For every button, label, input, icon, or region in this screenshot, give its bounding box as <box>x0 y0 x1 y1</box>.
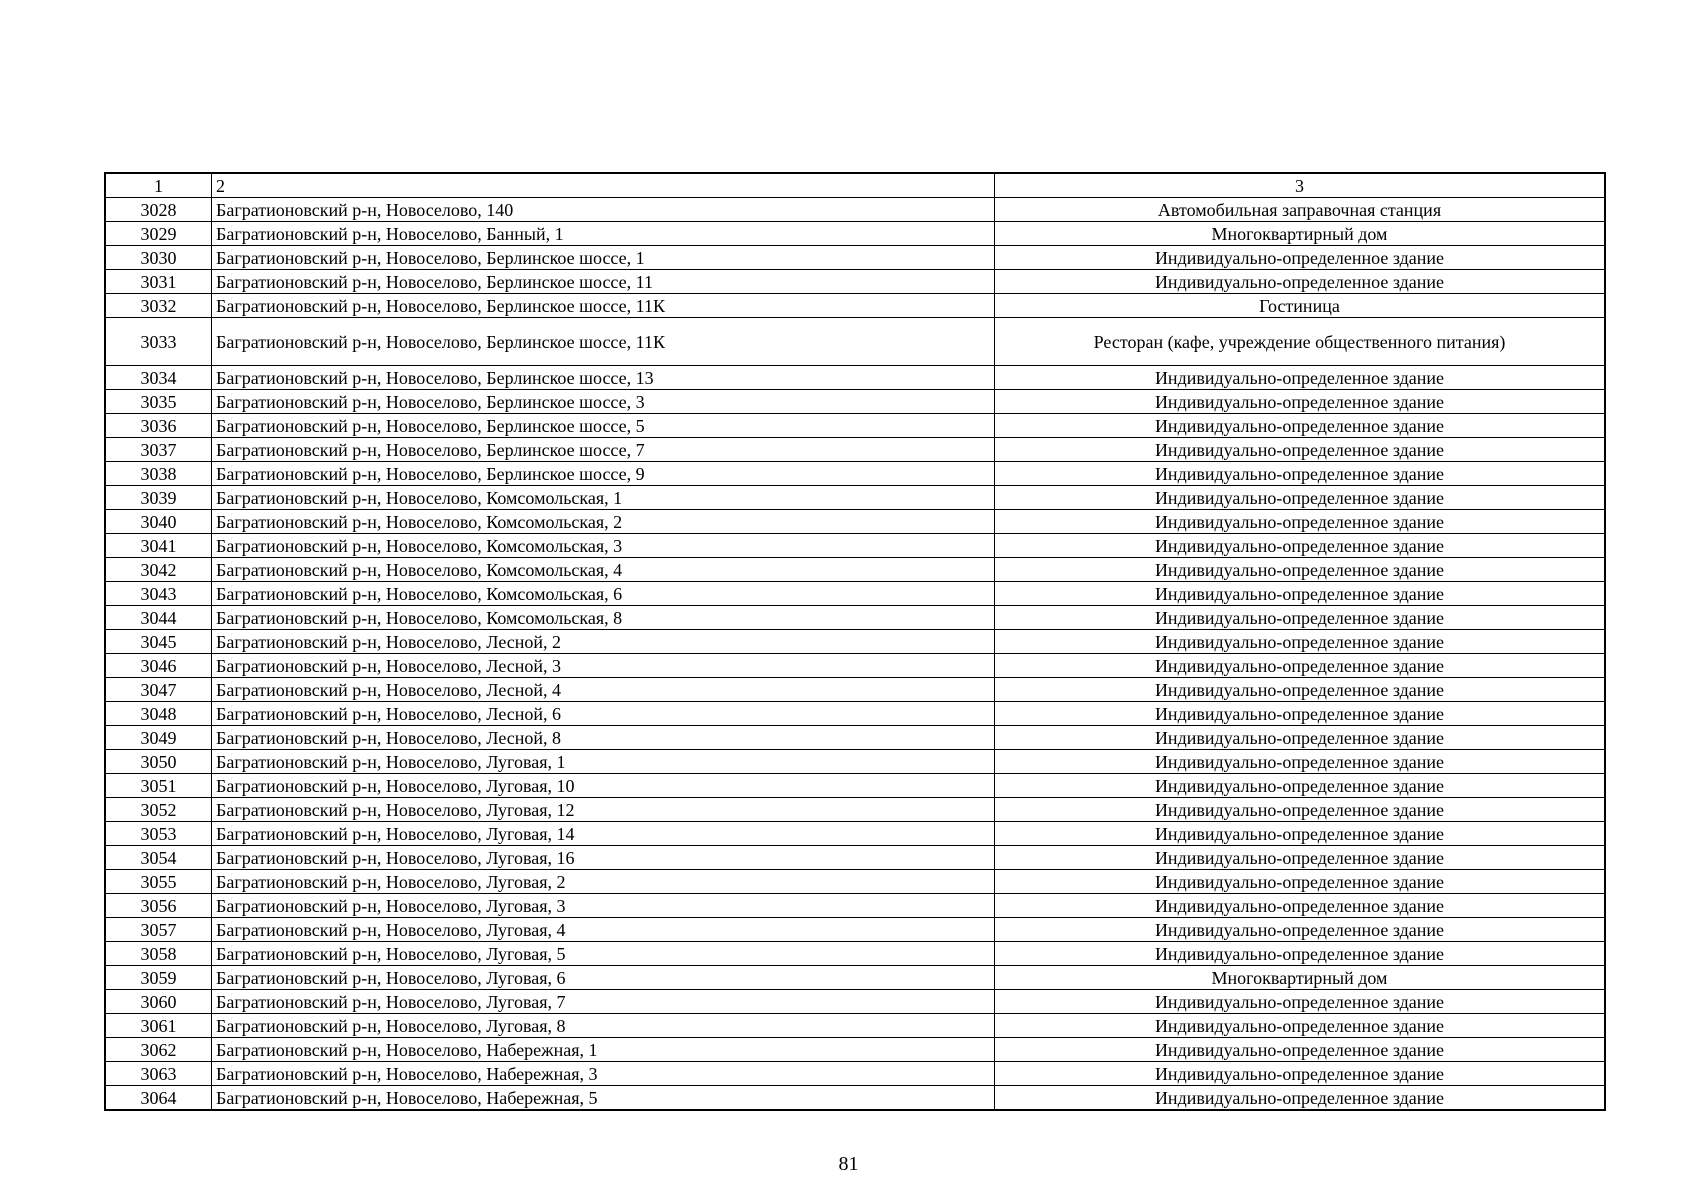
address-cell: Багратионовский р-н, Новоселово, Банный, 1 <box>212 222 995 246</box>
row-number-cell: 3061 <box>105 1014 212 1038</box>
row-number-cell: 3031 <box>105 270 212 294</box>
address-cell: Багратионовский р-н, Новоселово, Лесной, 4 <box>212 678 995 702</box>
building-type-cell: Индивидуально-определенное здание <box>995 246 1606 270</box>
building-type-cell: Индивидуально-определенное здание <box>995 510 1606 534</box>
table-row <box>105 270 1605 294</box>
table-row <box>105 798 1605 822</box>
building-type-cell: Индивидуально-определенное здание <box>995 1038 1606 1062</box>
row-number-cell: 3062 <box>105 1038 212 1062</box>
building-type-cell: Индивидуально-определенное здание <box>995 846 1606 870</box>
building-type-cell: Индивидуально-определенное здание <box>995 438 1606 462</box>
building-type-cell: Индивидуально-определенное здание <box>995 558 1606 582</box>
building-type-cell: Гостиница <box>995 294 1606 318</box>
row-number-cell: 3053 <box>105 822 212 846</box>
building-type-cell: Индивидуально-определенное здание <box>995 942 1606 966</box>
address-cell: Багратионовский р-н, Новоселово, Берлинское шоссе, 9 <box>212 462 995 486</box>
address-cell: Багратионовский р-н, Новоселово, Луговая, 16 <box>212 846 995 870</box>
building-type-cell: Индивидуально-определенное здание <box>995 702 1606 726</box>
table-body <box>105 198 1605 1111</box>
row-number-cell: 3057 <box>105 918 212 942</box>
table-row <box>105 606 1605 630</box>
row-number-cell: 3049 <box>105 726 212 750</box>
table-row <box>105 726 1605 750</box>
row-number-cell: 3064 <box>105 1086 212 1111</box>
building-type-cell: Индивидуально-определенное здание <box>995 918 1606 942</box>
building-type-cell: Индивидуально-определенное здание <box>995 894 1606 918</box>
address-cell: Багратионовский р-н, Новоселово, Берлинское шоссе, 11К <box>212 294 995 318</box>
building-type-cell: Индивидуально-определенное здание <box>995 366 1606 390</box>
building-type-cell: Индивидуально-определенное здание <box>995 462 1606 486</box>
building-type-cell: Многоквартирный дом <box>995 966 1606 990</box>
address-cell: Багратионовский р-н, Новоселово, Луговая, 6 <box>212 966 995 990</box>
building-type-cell: Индивидуально-определенное здание <box>995 390 1606 414</box>
column-header-3: 3 <box>995 173 1606 198</box>
address-cell: Багратионовский р-н, Новоселово, Берлинское шоссе, 5 <box>212 414 995 438</box>
address-cell: Багратионовский р-н, Новоселово, Комсомольская, 2 <box>212 510 995 534</box>
address-cell: Багратионовский р-н, Новоселово, Набережная, 5 <box>212 1086 995 1111</box>
row-number-cell: 3028 <box>105 198 212 222</box>
table-row <box>105 438 1605 462</box>
building-type-cell: Индивидуально-определенное здание <box>995 606 1606 630</box>
row-number-cell: 3058 <box>105 942 212 966</box>
row-number-cell: 3045 <box>105 630 212 654</box>
row-number-cell: 3030 <box>105 246 212 270</box>
building-type-cell: Индивидуально-определенное здание <box>995 870 1606 894</box>
table-row <box>105 294 1605 318</box>
row-number-cell: 3033 <box>105 318 212 366</box>
table-row <box>105 246 1605 270</box>
row-number-cell: 3036 <box>105 414 212 438</box>
table-row <box>105 366 1605 390</box>
table-row <box>105 702 1605 726</box>
address-cell: Багратионовский р-н, Новоселово, Комсомольская, 6 <box>212 582 995 606</box>
address-cell: Багратионовский р-н, Новоселово, Набережная, 3 <box>212 1062 995 1086</box>
building-type-cell: Ресторан (кафе, учреждение общественного питания) <box>995 318 1606 366</box>
table-row <box>105 534 1605 558</box>
table-row <box>105 990 1605 1014</box>
address-cell: Багратионовский р-н, Новоселово, Лесной, 3 <box>212 654 995 678</box>
building-type-cell: Многоквартирный дом <box>995 222 1606 246</box>
row-number-cell: 3035 <box>105 390 212 414</box>
address-cell: Багратионовский р-н, Новоселово, Набережная, 1 <box>212 1038 995 1062</box>
row-number-cell: 3060 <box>105 990 212 1014</box>
address-cell: Багратионовский р-н, Новоселово, Лесной, 2 <box>212 630 995 654</box>
row-number-cell: 3044 <box>105 606 212 630</box>
address-cell: Багратионовский р-н, Новоселово, Луговая, 10 <box>212 774 995 798</box>
address-cell: Багратионовский р-н, Новоселово, Луговая, 5 <box>212 942 995 966</box>
table-row <box>105 822 1605 846</box>
table-row <box>105 1038 1605 1062</box>
row-number-cell: 3034 <box>105 366 212 390</box>
table-row <box>105 510 1605 534</box>
table-row <box>105 750 1605 774</box>
address-cell: Багратионовский р-н, Новоселово, Берлинское шоссе, 11К <box>212 318 995 366</box>
row-number-cell: 3048 <box>105 702 212 726</box>
row-number-cell: 3056 <box>105 894 212 918</box>
address-cell: Багратионовский р-н, Новоселово, Берлинское шоссе, 7 <box>212 438 995 462</box>
table-row <box>105 942 1605 966</box>
column-header-1: 1 <box>105 173 212 198</box>
address-cell: Багратионовский р-н, Новоселово, Лесной, 6 <box>212 702 995 726</box>
row-number-cell: 3059 <box>105 966 212 990</box>
building-type-cell: Индивидуально-определенное здание <box>995 750 1606 774</box>
table-row <box>105 414 1605 438</box>
building-type-cell: Индивидуально-определенное здание <box>995 414 1606 438</box>
table-row <box>105 582 1605 606</box>
table-row <box>105 1062 1605 1086</box>
table-row <box>105 870 1605 894</box>
table-row <box>105 1014 1605 1038</box>
building-type-cell: Индивидуально-определенное здание <box>995 990 1606 1014</box>
table-row <box>105 630 1605 654</box>
row-number-cell: 3054 <box>105 846 212 870</box>
table-row <box>105 198 1605 222</box>
address-cell: Багратионовский р-н, Новоселово, Луговая, 14 <box>212 822 995 846</box>
address-cell: Багратионовский р-н, Новоселово, Луговая, 12 <box>212 798 995 822</box>
table-row <box>105 678 1605 702</box>
building-type-cell: Индивидуально-определенное здание <box>995 678 1606 702</box>
building-type-cell: Индивидуально-определенное здание <box>995 534 1606 558</box>
table-row <box>105 390 1605 414</box>
address-cell: Багратионовский р-н, Новоселово, Луговая, 7 <box>212 990 995 1014</box>
table-row <box>105 774 1605 798</box>
table-row <box>105 846 1605 870</box>
building-type-cell: Автомобильная заправочная станция <box>995 198 1606 222</box>
table-row <box>105 1086 1605 1111</box>
table-row <box>105 558 1605 582</box>
table-row <box>105 462 1605 486</box>
table-row <box>105 222 1605 246</box>
building-type-cell: Индивидуально-определенное здание <box>995 1014 1606 1038</box>
address-cell: Багратионовский р-н, Новоселово, Берлинское шоссе, 11 <box>212 270 995 294</box>
address-cell: Багратионовский р-н, Новоселово, Берлинское шоссе, 1 <box>212 246 995 270</box>
building-type-cell: Индивидуально-определенное здание <box>995 630 1606 654</box>
row-number-cell: 3041 <box>105 534 212 558</box>
table-header-row <box>105 173 1605 198</box>
column-header-2: 2 <box>212 173 995 198</box>
table-row <box>105 318 1605 366</box>
row-number-cell: 3055 <box>105 870 212 894</box>
building-type-cell: Индивидуально-определенное здание <box>995 774 1606 798</box>
building-type-cell: Индивидуально-определенное здание <box>995 486 1606 510</box>
building-type-cell: Индивидуально-определенное здание <box>995 1062 1606 1086</box>
address-cell: Багратионовский р-н, Новоселово, Комсомольская, 1 <box>212 486 995 510</box>
address-cell: Багратионовский р-н, Новоселово, Луговая, 8 <box>212 1014 995 1038</box>
row-number-cell: 3029 <box>105 222 212 246</box>
address-cell: Багратионовский р-н, Новоселово, 140 <box>212 198 995 222</box>
building-type-cell: Индивидуально-определенное здание <box>995 654 1606 678</box>
address-cell: Багратионовский р-н, Новоселово, Луговая, 4 <box>212 918 995 942</box>
building-type-cell: Индивидуально-определенное здание <box>995 582 1606 606</box>
address-cell: Багратионовский р-н, Новоселово, Берлинское шоссе, 3 <box>212 390 995 414</box>
row-number-cell: 3051 <box>105 774 212 798</box>
row-number-cell: 3037 <box>105 438 212 462</box>
address-cell: Багратионовский р-н, Новоселово, Берлинское шоссе, 13 <box>212 366 995 390</box>
row-number-cell: 3039 <box>105 486 212 510</box>
row-number-cell: 3052 <box>105 798 212 822</box>
address-cell: Багратионовский р-н, Новоселово, Луговая, 3 <box>212 894 995 918</box>
address-cell: Багратионовский р-н, Новоселово, Комсомольская, 4 <box>212 558 995 582</box>
row-number-cell: 3042 <box>105 558 212 582</box>
table-row <box>105 486 1605 510</box>
table-row <box>105 654 1605 678</box>
row-number-cell: 3063 <box>105 1062 212 1086</box>
building-type-cell: Индивидуально-определенное здание <box>995 822 1606 846</box>
table-row <box>105 918 1605 942</box>
table-row <box>105 894 1605 918</box>
address-cell: Багратионовский р-н, Новоселово, Луговая, 1 <box>212 750 995 774</box>
building-type-cell: Индивидуально-определенное здание <box>995 270 1606 294</box>
address-cell: Багратионовский р-н, Новоселово, Лесной, 8 <box>212 726 995 750</box>
row-number-cell: 3050 <box>105 750 212 774</box>
address-cell: Багратионовский р-н, Новоселово, Комсомольская, 8 <box>212 606 995 630</box>
row-number-cell: 3043 <box>105 582 212 606</box>
building-type-cell: Индивидуально-определенное здание <box>995 726 1606 750</box>
row-number-cell: 3038 <box>105 462 212 486</box>
row-number-cell: 3046 <box>105 654 212 678</box>
buildings-table <box>104 172 1606 1111</box>
building-type-cell: Индивидуально-определенное здание <box>995 798 1606 822</box>
building-type-cell: Индивидуально-определенное здание <box>995 1086 1606 1111</box>
row-number-cell: 3032 <box>105 294 212 318</box>
row-number-cell: 3040 <box>105 510 212 534</box>
address-cell: Багратионовский р-н, Новоселово, Луговая, 2 <box>212 870 995 894</box>
row-number-cell: 3047 <box>105 678 212 702</box>
address-cell: Багратионовский р-н, Новоселово, Комсомольская, 3 <box>212 534 995 558</box>
table-row <box>105 966 1605 990</box>
page-number: 81 <box>838 1153 859 1175</box>
